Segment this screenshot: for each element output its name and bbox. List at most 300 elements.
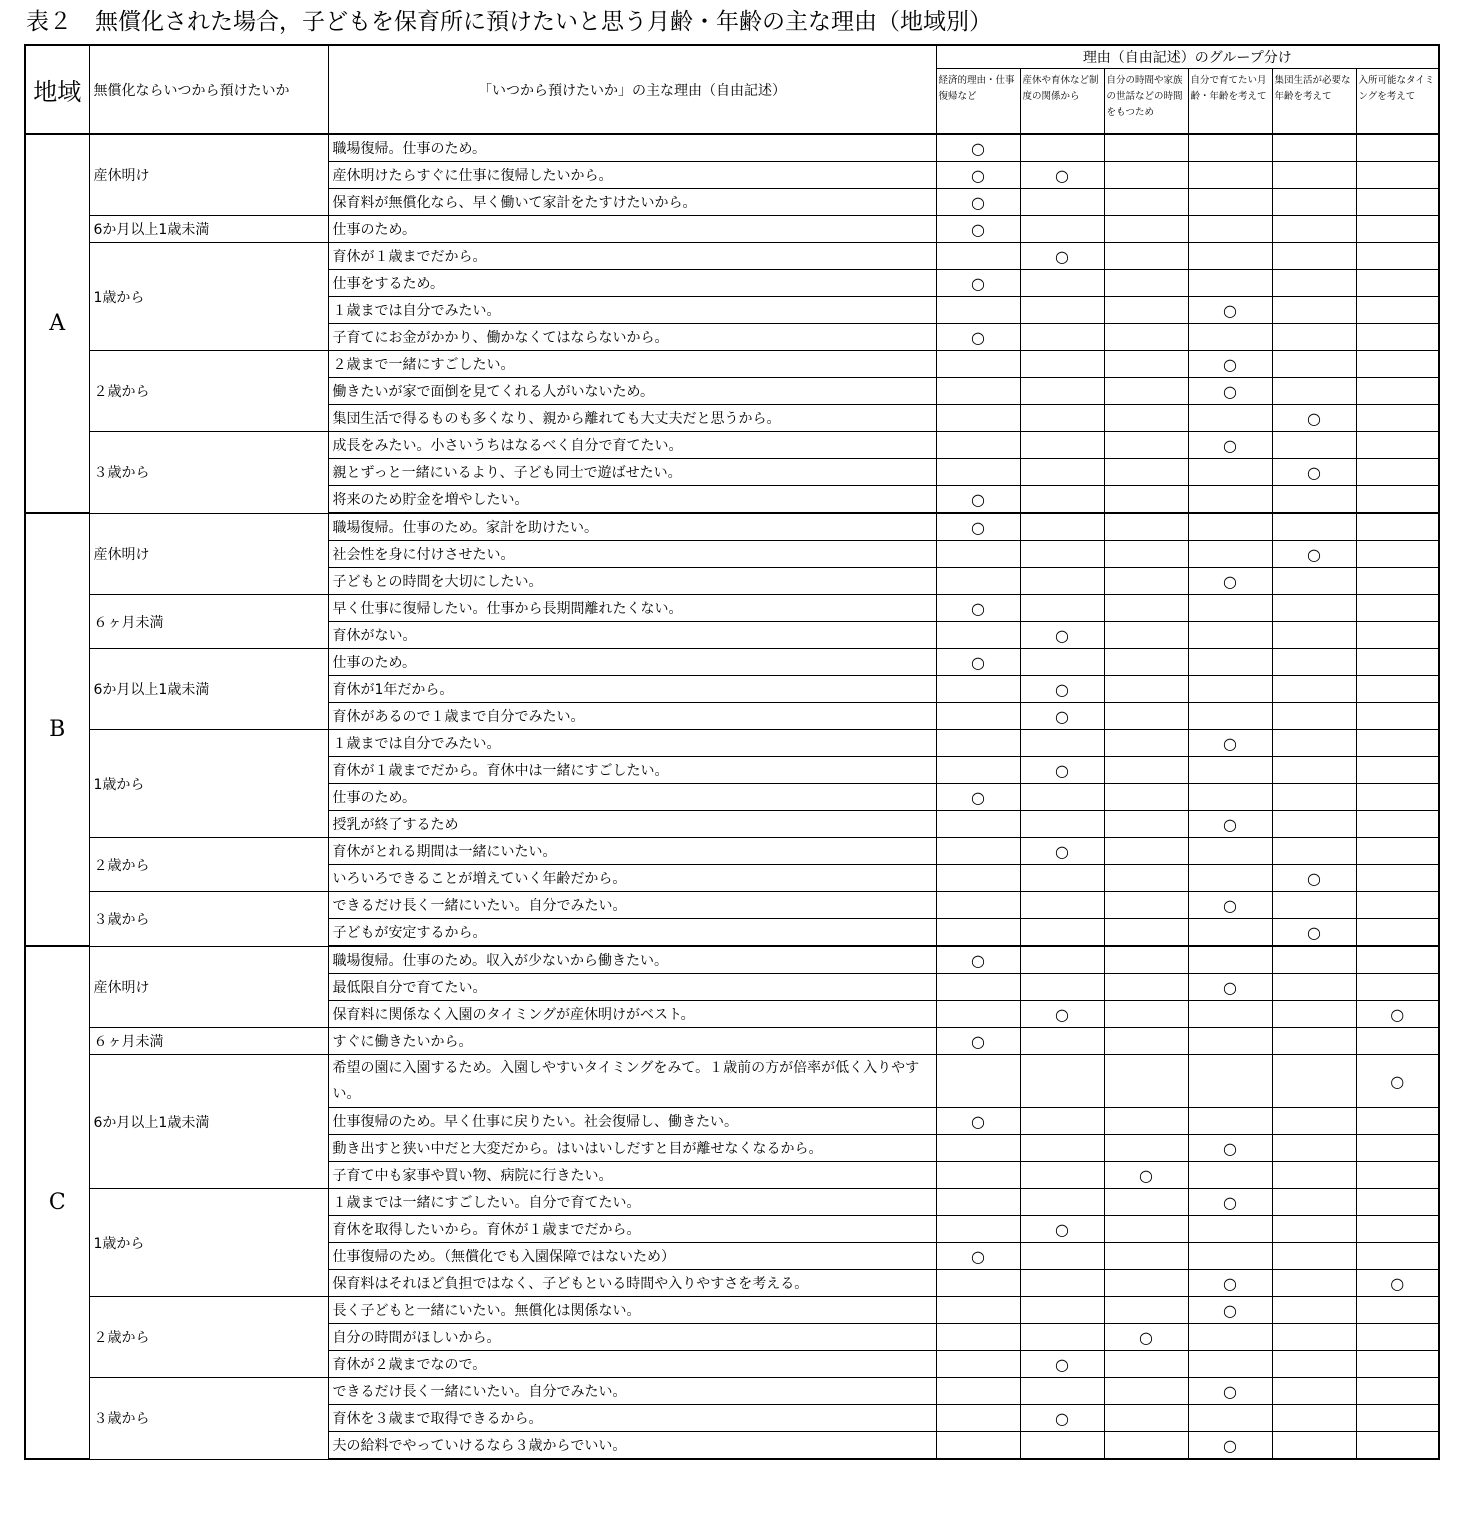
category-mark-cell [1020,595,1104,622]
category-mark-cell [1104,838,1188,865]
category-mark-cell [1104,1351,1188,1378]
circle-mark: ○ [1223,1435,1237,1455]
category-mark-cell [1188,784,1272,811]
table-row [25,730,1439,757]
category-mark-cell [1188,541,1272,568]
category-mark-cell [1104,216,1188,243]
category-mark-cell [1020,513,1104,541]
category-mark-cell [1356,1378,1439,1405]
category-mark-cell [1272,1135,1356,1162]
region-label: C [25,946,89,1459]
reasons-table [24,44,1440,1460]
reason-cell: いろいろできることが増えていく年齢だから。 [328,865,936,892]
table-row [25,946,1439,974]
category-mark-cell [1272,865,1356,892]
circle-mark: ○ [971,165,985,185]
circle-mark: ○ [1223,1381,1237,1401]
category-mark-cell [1020,1243,1104,1270]
table-row [25,1055,1439,1108]
category-mark-cell [1272,1351,1356,1378]
reason-cell: 育休が１歳までだから。 [328,243,936,270]
category-mark-cell [1020,243,1104,270]
category-mark-cell [1272,297,1356,324]
category-mark-cell [936,865,1020,892]
category-mark-cell [1188,676,1272,703]
circle-mark: ○ [971,219,985,239]
category-mark-cell [1356,1270,1439,1297]
category-mark-cell [1188,865,1272,892]
table-row [25,1028,1439,1055]
table-body [25,134,1439,1459]
category-mark-cell [1272,432,1356,459]
category-mark-cell [1020,1162,1104,1189]
category-mark-cell [1272,243,1356,270]
category-mark-cell [1188,324,1272,351]
category-mark-cell [1356,1028,1439,1055]
category-mark-cell [1104,595,1188,622]
category-mark-cell [1188,1108,1272,1135]
category-mark-cell [1188,1405,1272,1432]
header-category: 経済的理由・仕事復帰など [936,69,1020,135]
category-mark-cell [1272,676,1356,703]
category-mark-cell [1104,757,1188,784]
category-mark-cell [1104,1432,1188,1460]
category-mark-cell [1272,1216,1356,1243]
circle-mark: ○ [1055,841,1069,861]
category-mark-cell [1188,162,1272,189]
category-mark-cell [1188,1189,1272,1216]
table-title: 表２ 無償化された場合，子どもを保育所に預けたいと思う月齢・年齢の主な理由（地域別） [26,9,992,35]
reason-cell: 子育てにお金がかかり、働かなくてはならないから。 [328,324,936,351]
header-category: 自分で育てたい月齢・年齢を考えて [1188,69,1272,135]
category-mark-cell [936,297,1020,324]
category-mark-cell [936,1216,1020,1243]
reason-cell: 育休が１歳までだから。育休中は一緒にすごしたい。 [328,757,936,784]
reason-cell: 保育料はそれほど負担ではなく、子どもといる時間や入りやすさを考える。 [328,1270,936,1297]
circle-mark: ○ [971,273,985,293]
category-mark-cell [1356,568,1439,595]
circle-mark: ○ [971,1111,985,1131]
category-mark-cell [1356,459,1439,486]
category-mark-cell [1272,405,1356,432]
table-row [25,243,1439,270]
category-mark-cell [936,243,1020,270]
category-mark-cell [1272,162,1356,189]
category-mark-cell [1188,270,1272,297]
category-mark-cell [1188,1324,1272,1351]
category-mark-cell [1104,1243,1188,1270]
category-mark-cell [1104,703,1188,730]
category-mark-cell [1188,1028,1272,1055]
category-mark-cell [1356,1297,1439,1324]
category-mark-cell [1104,297,1188,324]
category-mark-cell [1188,1297,1272,1324]
category-mark-cell [1104,1270,1188,1297]
category-mark-cell [1104,270,1188,297]
category-mark-cell [936,1055,1020,1108]
category-mark-cell [1104,730,1188,757]
category-mark-cell [936,1378,1020,1405]
category-mark-cell [1272,1055,1356,1108]
category-mark-cell [1356,134,1439,162]
category-mark-cell [936,459,1020,486]
table-row [25,595,1439,622]
category-mark-cell [936,1297,1020,1324]
category-mark-cell [1020,459,1104,486]
circle-mark: ○ [1139,1165,1153,1185]
category-mark-cell [1104,243,1188,270]
reason-cell: 産休明けたらすぐに仕事に復帰したいから。 [328,162,936,189]
circle-mark: ○ [971,787,985,807]
reason-cell: できるだけ長く一緒にいたい。自分でみたい。 [328,1378,936,1405]
category-mark-cell [1356,378,1439,405]
region-label: A [25,134,89,513]
category-mark-cell [936,757,1020,784]
circle-mark: ○ [971,138,985,158]
reason-cell: 子どもが安定するから。 [328,919,936,947]
category-mark-cell [1188,432,1272,459]
reason-cell: 自分の時間がほしいから。 [328,1324,936,1351]
category-mark-cell [1272,1189,1356,1216]
region-label: B [25,513,89,946]
category-mark-cell [1020,297,1104,324]
category-mark-cell [1104,486,1188,514]
circle-mark: ○ [1055,1408,1069,1428]
category-mark-cell [1272,459,1356,486]
circle-mark: ○ [1390,1071,1405,1091]
reason-cell: 夫の給料でやっていけるなら３歳からでいい。 [328,1432,936,1460]
category-mark-cell [1272,1028,1356,1055]
category-mark-cell [1188,513,1272,541]
category-mark-cell [1272,568,1356,595]
age-label: 産休明け [89,946,328,1028]
category-mark-cell [1020,703,1104,730]
reason-cell: 最低限自分で育てたい。 [328,974,936,1001]
category-mark-cell [1020,919,1104,947]
category-mark-cell [1356,865,1439,892]
category-mark-cell [1272,622,1356,649]
reason-cell: 保育料に関係なく入園のタイミングが産休明けがベスト。 [328,1001,936,1028]
category-mark-cell [1356,1216,1439,1243]
category-mark-cell [936,811,1020,838]
reason-cell: １歳までは自分でみたい。 [328,297,936,324]
circle-mark: ○ [1223,300,1237,320]
category-mark-cell [1020,784,1104,811]
reason-cell: 仕事復帰のため。早く仕事に戻りたい。社会復帰し、働きたい。 [328,1108,936,1135]
table-row [25,134,1439,162]
age-label: 1歳から [89,730,328,838]
category-mark-cell [1020,838,1104,865]
category-mark-cell [1188,216,1272,243]
circle-mark: ○ [1055,760,1069,780]
category-mark-cell [1104,378,1188,405]
category-mark-cell [1356,1135,1439,1162]
category-mark-cell [936,1324,1020,1351]
category-mark-cell [1356,1324,1439,1351]
circle-mark: ○ [1223,354,1237,374]
circle-mark: ○ [1223,1300,1237,1320]
category-mark-cell [1188,189,1272,216]
category-mark-cell [1020,1324,1104,1351]
circle-mark: ○ [1390,1273,1405,1293]
header-category: 入所可能なタイミングを考えて [1356,69,1439,135]
reason-cell: 動き出すと狭い中だと大変だから。はいはいしだすと目が離せなくなるから。 [328,1135,936,1162]
category-mark-cell [1356,892,1439,919]
category-mark-cell [1020,1028,1104,1055]
table-row [25,432,1439,459]
category-mark-cell [936,1189,1020,1216]
category-mark-cell [1356,974,1439,1001]
category-mark-cell [1188,838,1272,865]
category-mark-cell [1104,1055,1188,1108]
category-mark-cell [936,1243,1020,1270]
category-mark-cell [1356,405,1439,432]
category-mark-cell [1020,974,1104,1001]
circle-mark: ○ [1307,922,1321,942]
category-mark-cell [1188,1378,1272,1405]
reason-cell: １歳までは一緒にすごしたい。自分で育てたい。 [328,1189,936,1216]
age-label: 6か月以上1歳未満 [89,216,328,243]
category-mark-cell [1020,1351,1104,1378]
category-mark-cell [1272,1324,1356,1351]
category-mark-cell [1272,1243,1356,1270]
age-label: ２歳から [89,1297,328,1378]
category-mark-cell [1356,838,1439,865]
category-mark-cell [1272,189,1356,216]
category-mark-cell [1188,1270,1272,1297]
category-mark-cell [936,919,1020,947]
category-mark-cell [1020,811,1104,838]
category-mark-cell [1356,270,1439,297]
category-mark-cell [1188,1001,1272,1028]
category-mark-cell [1188,1243,1272,1270]
reason-cell: 仕事をするため。 [328,270,936,297]
category-mark-cell [936,432,1020,459]
category-mark-cell [1104,946,1188,974]
category-mark-cell [1188,946,1272,974]
category-mark-cell [1188,243,1272,270]
reason-cell: 希望の園に入園するため。入園しやすいタイミングをみて。１歳前の方が倍率が低く入りやすい。 [328,1055,936,1108]
circle-mark: ○ [1223,1192,1237,1212]
category-mark-cell [1356,1055,1439,1108]
category-mark-cell [1356,513,1439,541]
age-label: ３歳から [89,432,328,514]
circle-mark: ○ [1223,814,1237,834]
category-mark-cell [1356,946,1439,974]
category-mark-cell [1188,757,1272,784]
category-mark-cell [1020,134,1104,162]
age-label: 産休明け [89,513,328,595]
category-mark-cell [1356,595,1439,622]
reason-cell: 子育て中も家事や買い物、病院に行きたい。 [328,1162,936,1189]
header-category: 自分の時間や家族の世話などの時間をもつため [1104,69,1188,135]
category-mark-cell [1020,1432,1104,1460]
category-mark-cell [936,1405,1020,1432]
category-mark-cell [1020,1135,1104,1162]
category-mark-cell [936,1108,1020,1135]
category-mark-cell [1356,324,1439,351]
category-mark-cell [1356,1351,1439,1378]
reason-cell: 職場復帰。仕事のため。家計を助けたい。 [328,513,936,541]
category-mark-cell [1020,1405,1104,1432]
circle-mark: ○ [971,652,985,672]
circle-mark: ○ [1307,544,1321,564]
reason-cell: 集団生活で得るものも多くなり、親から離れても大丈夫だと思うから。 [328,405,936,432]
category-mark-cell [936,1162,1020,1189]
category-mark-cell [1356,432,1439,459]
table-row [25,892,1439,919]
category-mark-cell [1356,216,1439,243]
category-mark-cell [1020,324,1104,351]
category-mark-cell [1020,351,1104,378]
table-row [25,513,1439,541]
reason-cell: 育休があるので１歳まで自分でみたい。 [328,703,936,730]
age-label: 1歳から [89,243,328,351]
category-mark-cell [936,378,1020,405]
category-mark-cell [1188,1055,1272,1108]
category-mark-cell [936,405,1020,432]
category-mark-cell [1188,378,1272,405]
category-mark-cell [1188,405,1272,432]
category-mark-cell [1188,595,1272,622]
category-mark-cell [1104,1324,1188,1351]
reason-cell: 仕事のため。 [328,216,936,243]
reason-cell: 親とずっと一緒にいるより、子ども同士で遊ばせたい。 [328,459,936,486]
category-mark-cell [1356,1189,1439,1216]
category-mark-cell [1188,919,1272,947]
category-mark-cell [1272,703,1356,730]
category-mark-cell [1020,270,1104,297]
reason-cell: 働きたいが家で面倒を見てくれる人がいないため。 [328,378,936,405]
category-mark-cell [1272,270,1356,297]
category-mark-cell [1104,784,1188,811]
category-mark-cell [1104,1108,1188,1135]
category-mark-cell [1356,297,1439,324]
category-mark-cell [1356,622,1439,649]
circle-mark: ○ [1223,733,1237,753]
age-label: ６ヶ月未満 [89,595,328,649]
reason-cell: 成長をみたい。小さいうちはなるべく自分で育てたい。 [328,432,936,459]
category-mark-cell [936,216,1020,243]
header-reason: 「いつから預けたいか」の主な理由（自由記述） [328,45,936,134]
header-group: 理由（自由記述）のグループ分け [936,45,1439,69]
category-mark-cell [1356,730,1439,757]
reason-cell: 育休が２歳までなので。 [328,1351,936,1378]
category-mark-cell [936,568,1020,595]
category-mark-cell [1188,297,1272,324]
reason-cell: 保育料が無償化なら、早く働いて家計をたすけたいから。 [328,189,936,216]
category-mark-cell [1356,351,1439,378]
category-mark-cell [1356,1001,1439,1028]
table-row [25,649,1439,676]
reason-cell: 早く仕事に復帰したい。仕事から長期間離れたくない。 [328,595,936,622]
age-label: 6か月以上1歳未満 [89,649,328,730]
category-mark-cell [1356,243,1439,270]
category-mark-cell [1020,378,1104,405]
circle-mark: ○ [1223,1138,1237,1158]
category-mark-cell [936,649,1020,676]
category-mark-cell [1020,676,1104,703]
reason-cell: 将来のため貯金を増やしたい。 [328,486,936,514]
category-mark-cell [936,541,1020,568]
circle-mark: ○ [971,1031,985,1051]
category-mark-cell [936,1001,1020,1028]
category-mark-cell [1272,324,1356,351]
category-mark-cell [936,513,1020,541]
category-mark-cell [1188,134,1272,162]
table-header [25,45,1439,134]
reason-cell: 仕事復帰のため。（無償化でも入園保障ではないため） [328,1243,936,1270]
reason-cell: できるだけ長く一緒にいたい。自分でみたい。 [328,892,936,919]
reason-cell: 職場復帰。仕事のため。 [328,134,936,162]
category-mark-cell [1020,946,1104,974]
category-mark-cell [1020,757,1104,784]
category-mark-cell [1356,1243,1439,1270]
category-mark-cell [1020,892,1104,919]
category-mark-cell [1104,1405,1188,1432]
category-mark-cell [1272,216,1356,243]
category-mark-cell [1272,838,1356,865]
category-mark-cell [1356,486,1439,514]
category-mark-cell [1104,189,1188,216]
category-mark-cell [1020,1378,1104,1405]
age-label: ２歳から [89,838,328,892]
category-mark-cell [1188,974,1272,1001]
reason-cell: 育休が1年だから。 [328,676,936,703]
circle-mark: ○ [1055,165,1069,185]
category-mark-cell [1188,351,1272,378]
age-label: 6か月以上1歳未満 [89,1055,328,1189]
category-mark-cell [1272,784,1356,811]
circle-mark: ○ [1139,1327,1153,1347]
category-mark-cell [1356,784,1439,811]
category-mark-cell [1020,486,1104,514]
age-label: 産休明け [89,134,328,216]
circle-mark: ○ [971,517,985,537]
age-label: ２歳から [89,351,328,432]
category-mark-cell [936,676,1020,703]
category-mark-cell [1020,730,1104,757]
table-row [25,216,1439,243]
category-mark-cell [1188,622,1272,649]
circle-mark: ○ [1055,246,1069,266]
category-mark-cell [936,270,1020,297]
category-mark-cell [1020,162,1104,189]
category-mark-cell [1020,1108,1104,1135]
category-mark-cell [936,622,1020,649]
category-mark-cell [1272,1297,1356,1324]
reason-cell: 授乳が終了するため [328,811,936,838]
category-mark-cell [936,324,1020,351]
category-mark-cell [1104,1378,1188,1405]
category-mark-cell [1272,134,1356,162]
circle-mark: ○ [1307,868,1321,888]
category-mark-cell [1104,162,1188,189]
table-row [25,1189,1439,1216]
reason-cell: 仕事のため。 [328,649,936,676]
category-mark-cell [1272,974,1356,1001]
category-mark-cell [1104,1135,1188,1162]
category-mark-cell [1188,703,1272,730]
category-mark-cell [1020,1216,1104,1243]
category-mark-cell [1104,432,1188,459]
category-mark-cell [1020,865,1104,892]
category-mark-cell [1104,568,1188,595]
category-mark-cell [1020,216,1104,243]
category-mark-cell [1104,811,1188,838]
category-mark-cell [1020,405,1104,432]
category-mark-cell [936,1270,1020,1297]
